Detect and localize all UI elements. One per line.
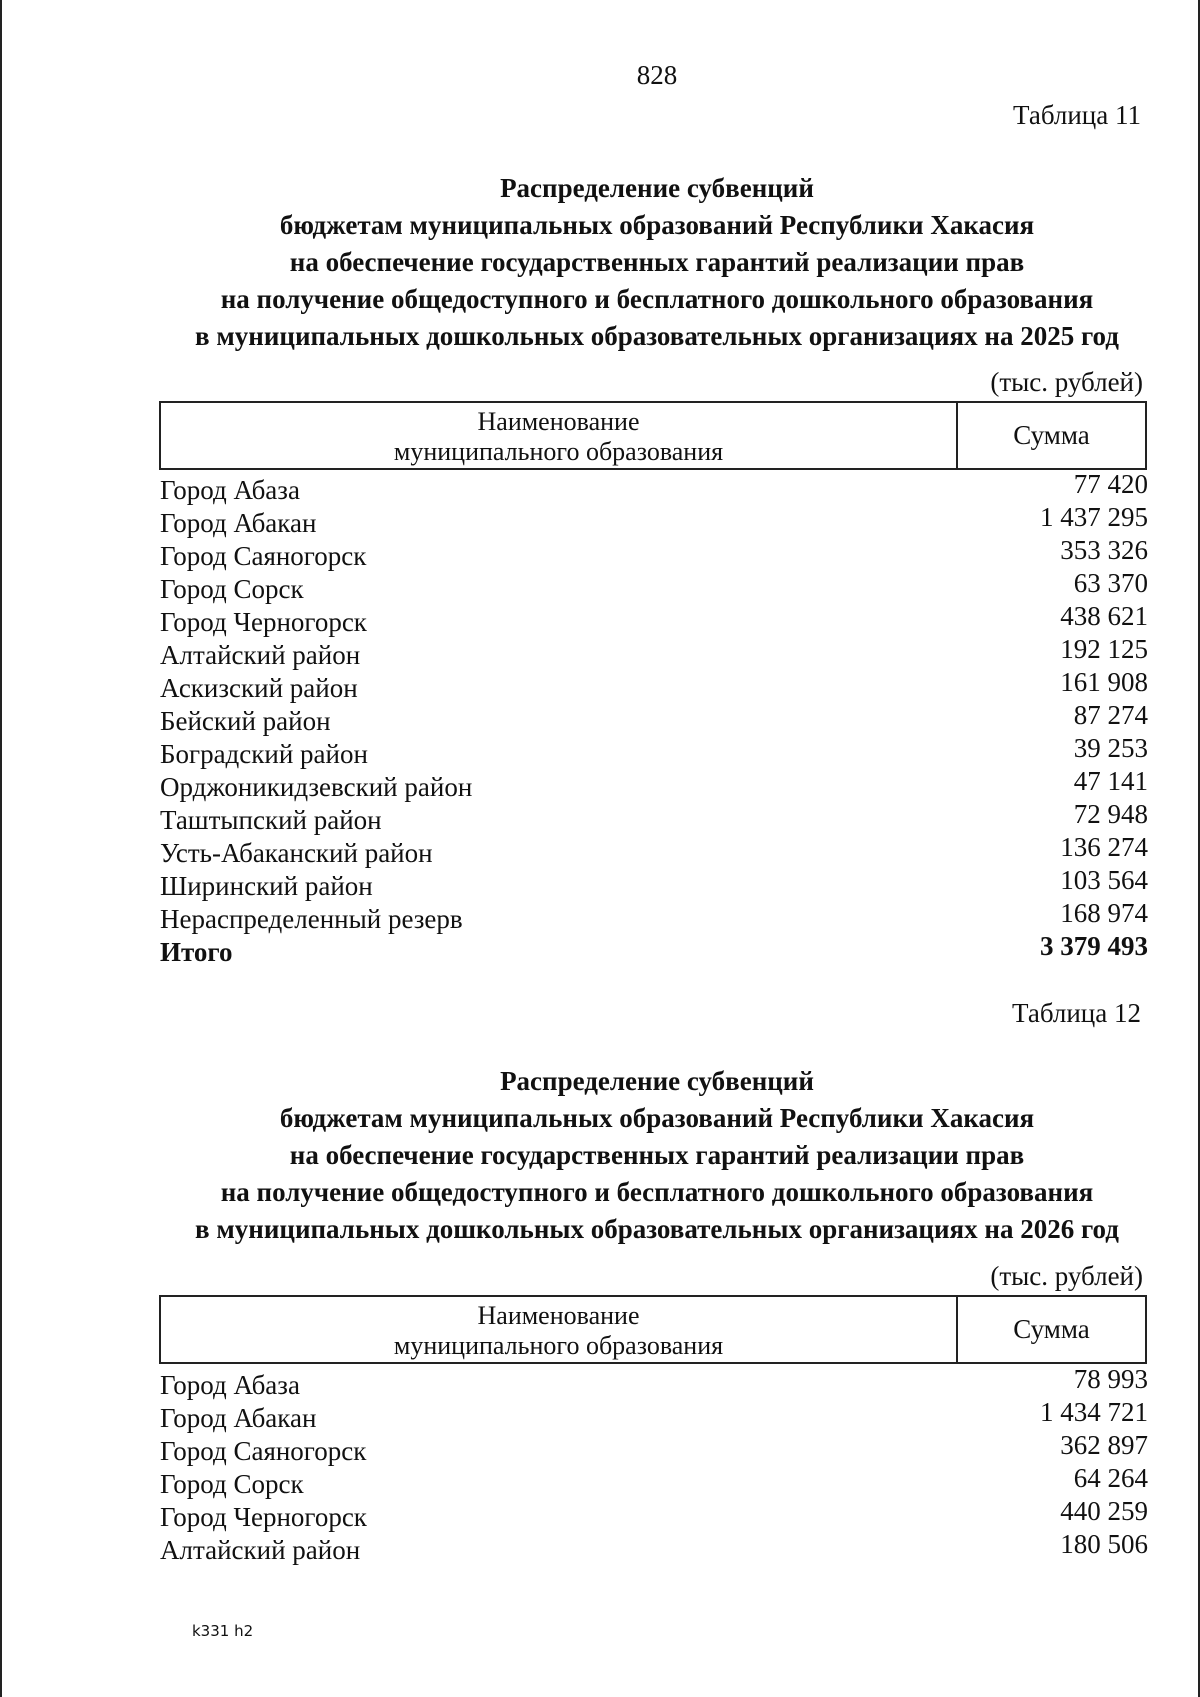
table-row (160, 1496, 1148, 1532)
row-name: Город Абакан (160, 1403, 317, 1433)
row-name: Нераспределенный резерв (160, 904, 463, 934)
table-row (160, 733, 1148, 769)
row-sum: 103 564 (1060, 865, 1148, 895)
row-name: Ширинский район (160, 871, 373, 901)
row-name: Аскизский район (160, 673, 358, 703)
title-line: бюджетам муниципальных образований Республики Хакасия (279, 210, 1035, 240)
title-line: Распределение субвенций (500, 1066, 814, 1096)
table-row (160, 799, 1148, 835)
row-sum: 1 434 721 (1040, 1397, 1148, 1427)
row-sum: 78 993 (1073, 1364, 1148, 1394)
table-row (160, 667, 1148, 703)
row-sum: 39 253 (1073, 733, 1148, 763)
row-sum: 87 274 (1073, 700, 1148, 730)
row-name: Бейский район (160, 706, 331, 736)
row-name: Город Саяногорск (160, 541, 367, 571)
table-12-caption: Таблица 12 (1012, 998, 1141, 1028)
row-name: Город Саяногорск (160, 1436, 367, 1466)
header-sum-column: Сумма (1013, 420, 1090, 450)
row-sum: 72 948 (1073, 799, 1148, 829)
row-name: Таштыпский район (160, 805, 382, 835)
row-sum: 1 437 295 (1040, 502, 1148, 532)
table-row (160, 535, 1148, 571)
table-11-body (160, 469, 1148, 967)
table-11-header (159, 401, 1147, 470)
header-sum-column: Сумма (1013, 1314, 1090, 1344)
table-row (160, 1397, 1148, 1433)
table-row (160, 502, 1148, 538)
table-row (160, 469, 1148, 505)
header-name-line: муниципального образования (393, 437, 724, 466)
row-sum: 440 259 (1060, 1496, 1148, 1526)
table-row (160, 1463, 1148, 1499)
table-row (160, 898, 1148, 934)
title-line: на обеспечение государственных гарантий реализации прав (289, 247, 1025, 277)
header-name-column (161, 403, 958, 468)
table-12-body (160, 1364, 1148, 1565)
row-name: Город Черногорск (160, 607, 367, 637)
title-line: на получение общедоступного и бесплатного дошкольного образования (220, 284, 1094, 314)
row-name: Город Абакан (160, 508, 317, 538)
row-sum: 362 897 (1060, 1430, 1148, 1460)
header-name-column (161, 1297, 958, 1362)
row-sum: 180 506 (1060, 1529, 1148, 1559)
row-name: Город Сорск (160, 574, 304, 604)
footer-code: k331 h2 (192, 1622, 254, 1640)
header-name-line: Наименование (477, 407, 640, 436)
page-number: 828 (636, 60, 678, 90)
row-sum: 63 370 (1073, 568, 1148, 598)
row-sum: 168 974 (1060, 898, 1148, 928)
row-name: Город Абаза (160, 1370, 300, 1400)
table-row (160, 766, 1148, 802)
row-name: Город Сорск (160, 1469, 304, 1499)
header-name-line: Наименование (477, 1301, 640, 1330)
row-sum: 136 274 (1060, 832, 1148, 862)
row-sum: 47 141 (1073, 766, 1148, 796)
title-line: на получение общедоступного и бесплатного дошкольного образования (220, 1177, 1094, 1207)
title-line: на обеспечение государственных гарантий реализации прав (289, 1140, 1025, 1170)
total-sum: 3 379 493 (1040, 931, 1148, 961)
table-11-title (152, 170, 1162, 355)
row-name: Город Черногорск (160, 1502, 367, 1532)
table-row (160, 634, 1148, 670)
row-sum: 353 326 (1060, 535, 1148, 565)
table-11-unit: (тыс. рублей) (990, 367, 1143, 397)
row-name: Боградский район (160, 739, 368, 769)
table-row (160, 865, 1148, 901)
title-line: в муниципальных дошкольных образовательных организациях на 2026 год (195, 1214, 1119, 1244)
table-row (160, 601, 1148, 637)
title-line: бюджетам муниципальных образований Республики Хакасия (279, 1103, 1035, 1133)
row-name: Алтайский район (160, 640, 361, 670)
title-line: Распределение субвенций (500, 173, 814, 203)
table-12-unit: (тыс. рублей) (990, 1261, 1143, 1291)
table-12-header (159, 1295, 1147, 1364)
row-sum: 438 621 (1060, 601, 1148, 631)
row-sum: 77 420 (1073, 469, 1148, 499)
header-name-line: муниципального образования (393, 1331, 724, 1360)
row-name: Орджоникидзевский район (160, 772, 473, 802)
table-row (160, 700, 1148, 736)
table-row (160, 1529, 1148, 1565)
row-sum: 192 125 (1060, 634, 1148, 664)
title-line: в муниципальных дошкольных образовательных организациях на 2025 год (195, 321, 1119, 351)
table-12-title (152, 1063, 1162, 1248)
table-11-caption: Таблица 11 (1013, 100, 1141, 130)
row-sum: 161 908 (1060, 667, 1148, 697)
row-name: Алтайский район (160, 1535, 361, 1565)
row-sum: 64 264 (1073, 1463, 1148, 1493)
table-row (160, 568, 1148, 604)
row-name: Город Абаза (160, 475, 300, 505)
table-row (160, 1364, 1148, 1400)
total-row (160, 931, 1148, 967)
table-row (160, 832, 1148, 868)
total-label: Итого (160, 937, 233, 967)
table-row (160, 1430, 1148, 1466)
row-name: Усть-Абаканский район (160, 838, 433, 868)
